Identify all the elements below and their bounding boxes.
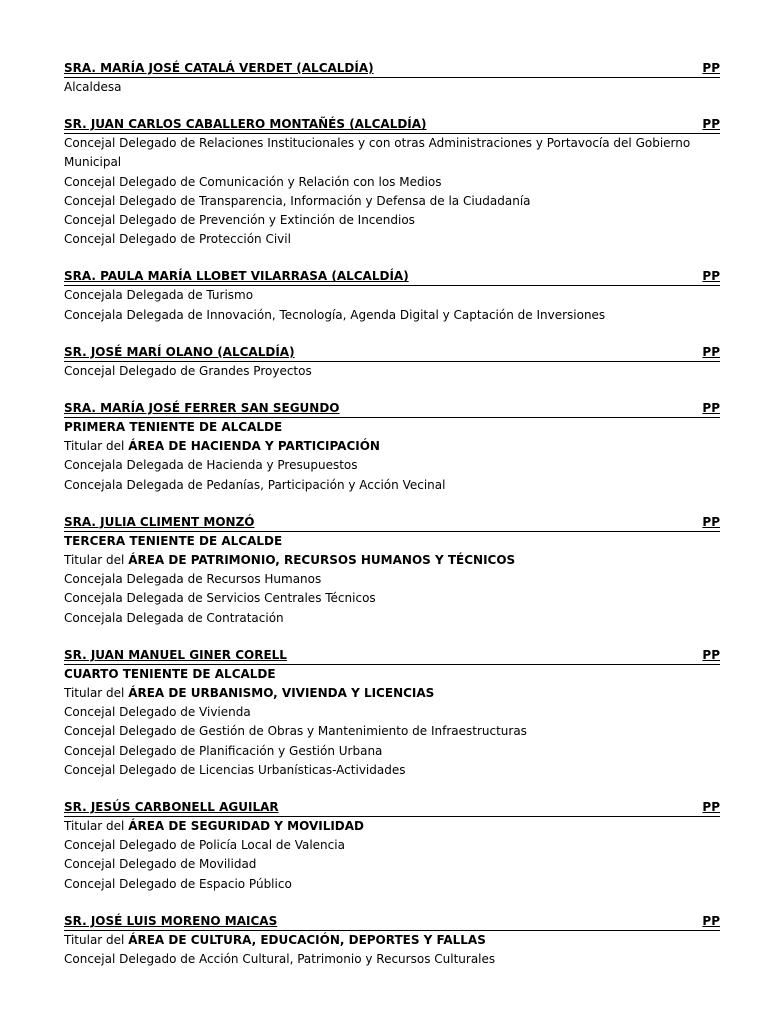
titular-prefix: Titular del xyxy=(64,932,129,947)
delegation-line: Concejal Delegado de Protección Civil xyxy=(64,232,291,247)
party-label: PP xyxy=(702,344,720,359)
document-page xyxy=(64,60,720,988)
delegation-line: Concejal Delegado de Comunicación y Relación con los Medios xyxy=(64,174,442,189)
titular-prefix: Titular del xyxy=(64,686,129,701)
party-label: PP xyxy=(702,269,720,284)
party-label: PP xyxy=(702,647,720,662)
delegation-line: Concejal Delegado de Vivienda xyxy=(64,705,251,720)
area-line xyxy=(64,931,720,950)
delegation-line: Concejal Delegado de Acción Cultural, Patrimonio y Recursos Culturales xyxy=(64,952,496,967)
member-block xyxy=(64,60,720,97)
member-header xyxy=(64,799,720,817)
delegation-line: Concejal Delegado de Movilidad xyxy=(64,857,257,872)
delegation-line: Alcaldesa xyxy=(64,80,122,94)
member-header xyxy=(64,647,720,665)
member-name: SRA. JULIA CLIMENT MONZÓ xyxy=(64,514,255,529)
member-block xyxy=(64,268,720,324)
delegation-line: Concejal Delegado de Planificación y Gestión Urbana xyxy=(64,743,383,758)
area-line xyxy=(64,817,720,836)
area-name: ÁREA DE CULTURA, EDUCACIÓN, DEPORTES Y FALLAS xyxy=(128,932,486,947)
member-name: SRA. PAULA MARÍA LLOBET VILARRASA (ALCALDÍA) xyxy=(64,269,409,284)
area-line xyxy=(64,684,720,703)
party-label: PP xyxy=(702,913,720,928)
deputy-mayor-role: PRIMERA TENIENTE DE ALCALDE xyxy=(64,420,283,435)
member-name: SRA. MARÍA JOSÉ FERRER SAN SEGUNDO xyxy=(64,401,340,416)
delegation-line: Concejal Delegado de Relaciones Institucionales y con otras Administraciones y Portavocía del Gobierno Municipal xyxy=(64,136,691,170)
party-label: PP xyxy=(702,401,720,416)
member-block xyxy=(64,514,720,628)
delegation-line: Concejala Delegada de Recursos Humanos xyxy=(64,572,322,587)
delegation-line: Concejala Delegada de Turismo xyxy=(64,288,254,303)
delegation-line: Concejal Delegado de Espacio Público xyxy=(64,876,292,891)
delegation-line: Concejal Delegado de Policía Local de Valencia xyxy=(64,838,345,853)
area-name: ÁREA DE HACIENDA Y PARTICIPACIÓN xyxy=(128,439,380,454)
delegation-line: Concejal Delegado de Transparencia, Información y Defensa de la Ciudadanía xyxy=(64,193,531,208)
member-block xyxy=(64,799,720,894)
member-name: SR. JOSÉ LUIS MORENO MAICAS xyxy=(64,913,278,928)
delegation-line: Concejala Delegada de Hacienda y Presupuestos xyxy=(64,458,358,473)
member-header xyxy=(64,116,720,134)
member-name: SR. JUAN MANUEL GINER CORELL xyxy=(64,647,287,662)
area-name: ÁREA DE PATRIMONIO, RECURSOS HUMANOS Y TÉCNICOS xyxy=(128,553,516,568)
delegation-line: Concejala Delegada de Pedanías, Participación y Acción Vecinal xyxy=(64,477,446,492)
area-line xyxy=(64,437,720,456)
member-header xyxy=(64,60,720,78)
member-header xyxy=(64,400,720,418)
party-label: PP xyxy=(702,117,720,132)
titular-prefix: Titular del xyxy=(64,819,129,834)
member-block xyxy=(64,400,720,495)
titular-prefix: Titular del xyxy=(64,439,129,454)
area-name: ÁREA DE SEGURIDAD Y MOVILIDAD xyxy=(128,819,365,834)
delegation-line: Concejal Delegado de Prevención y Extinción de Incendios xyxy=(64,213,415,228)
member-block xyxy=(64,647,720,780)
member-header xyxy=(64,913,720,931)
delegation-line: Concejal Delegado de Grandes Proyectos xyxy=(64,363,312,378)
member-header xyxy=(64,514,720,532)
delegation-line: Concejala Delegada de Contratación xyxy=(64,610,284,625)
member-name: SR. JUAN CARLOS CABALLERO MONTAÑÉS (ALCALDÍA) xyxy=(64,117,427,132)
area-name: ÁREA DE URBANISMO, VIVIENDA Y LICENCIAS xyxy=(128,686,435,701)
titular-prefix: Titular del xyxy=(64,553,129,568)
deputy-mayor-role: TERCERA TENIENTE DE ALCALDE xyxy=(64,533,283,548)
member-header xyxy=(64,344,720,362)
member-header xyxy=(64,268,720,286)
delegation-line: Concejala Delegada de Innovación, Tecnología, Agenda Digital y Captación de Inversiones xyxy=(64,307,606,322)
member-block xyxy=(64,913,720,969)
party-label: PP xyxy=(702,800,720,815)
delegation-line: Concejal Delegado de Gestión de Obras y Mantenimiento de Infraestructuras xyxy=(64,724,527,739)
area-line xyxy=(64,551,720,570)
member-name: SR. JESÚS CARBONELL AGUILAR xyxy=(64,800,279,815)
member-name: SR. JOSÉ MARÍ OLANO (ALCALDÍA) xyxy=(64,344,295,359)
deputy-mayor-role: CUARTO TENIENTE DE ALCALDE xyxy=(64,666,276,681)
party-label: PP xyxy=(702,514,720,529)
delegation-line: Concejal Delegado de Licencias Urbanísticas-Actividades xyxy=(64,762,406,777)
party-label: PP xyxy=(702,61,720,75)
delegation-line: Concejala Delegada de Servicios Centrales Técnicos xyxy=(64,591,376,606)
member-name: SRA. MARÍA JOSÉ CATALÁ VERDET (ALCALDÍA) xyxy=(64,61,374,75)
member-block xyxy=(64,344,720,381)
member-block xyxy=(64,116,720,249)
